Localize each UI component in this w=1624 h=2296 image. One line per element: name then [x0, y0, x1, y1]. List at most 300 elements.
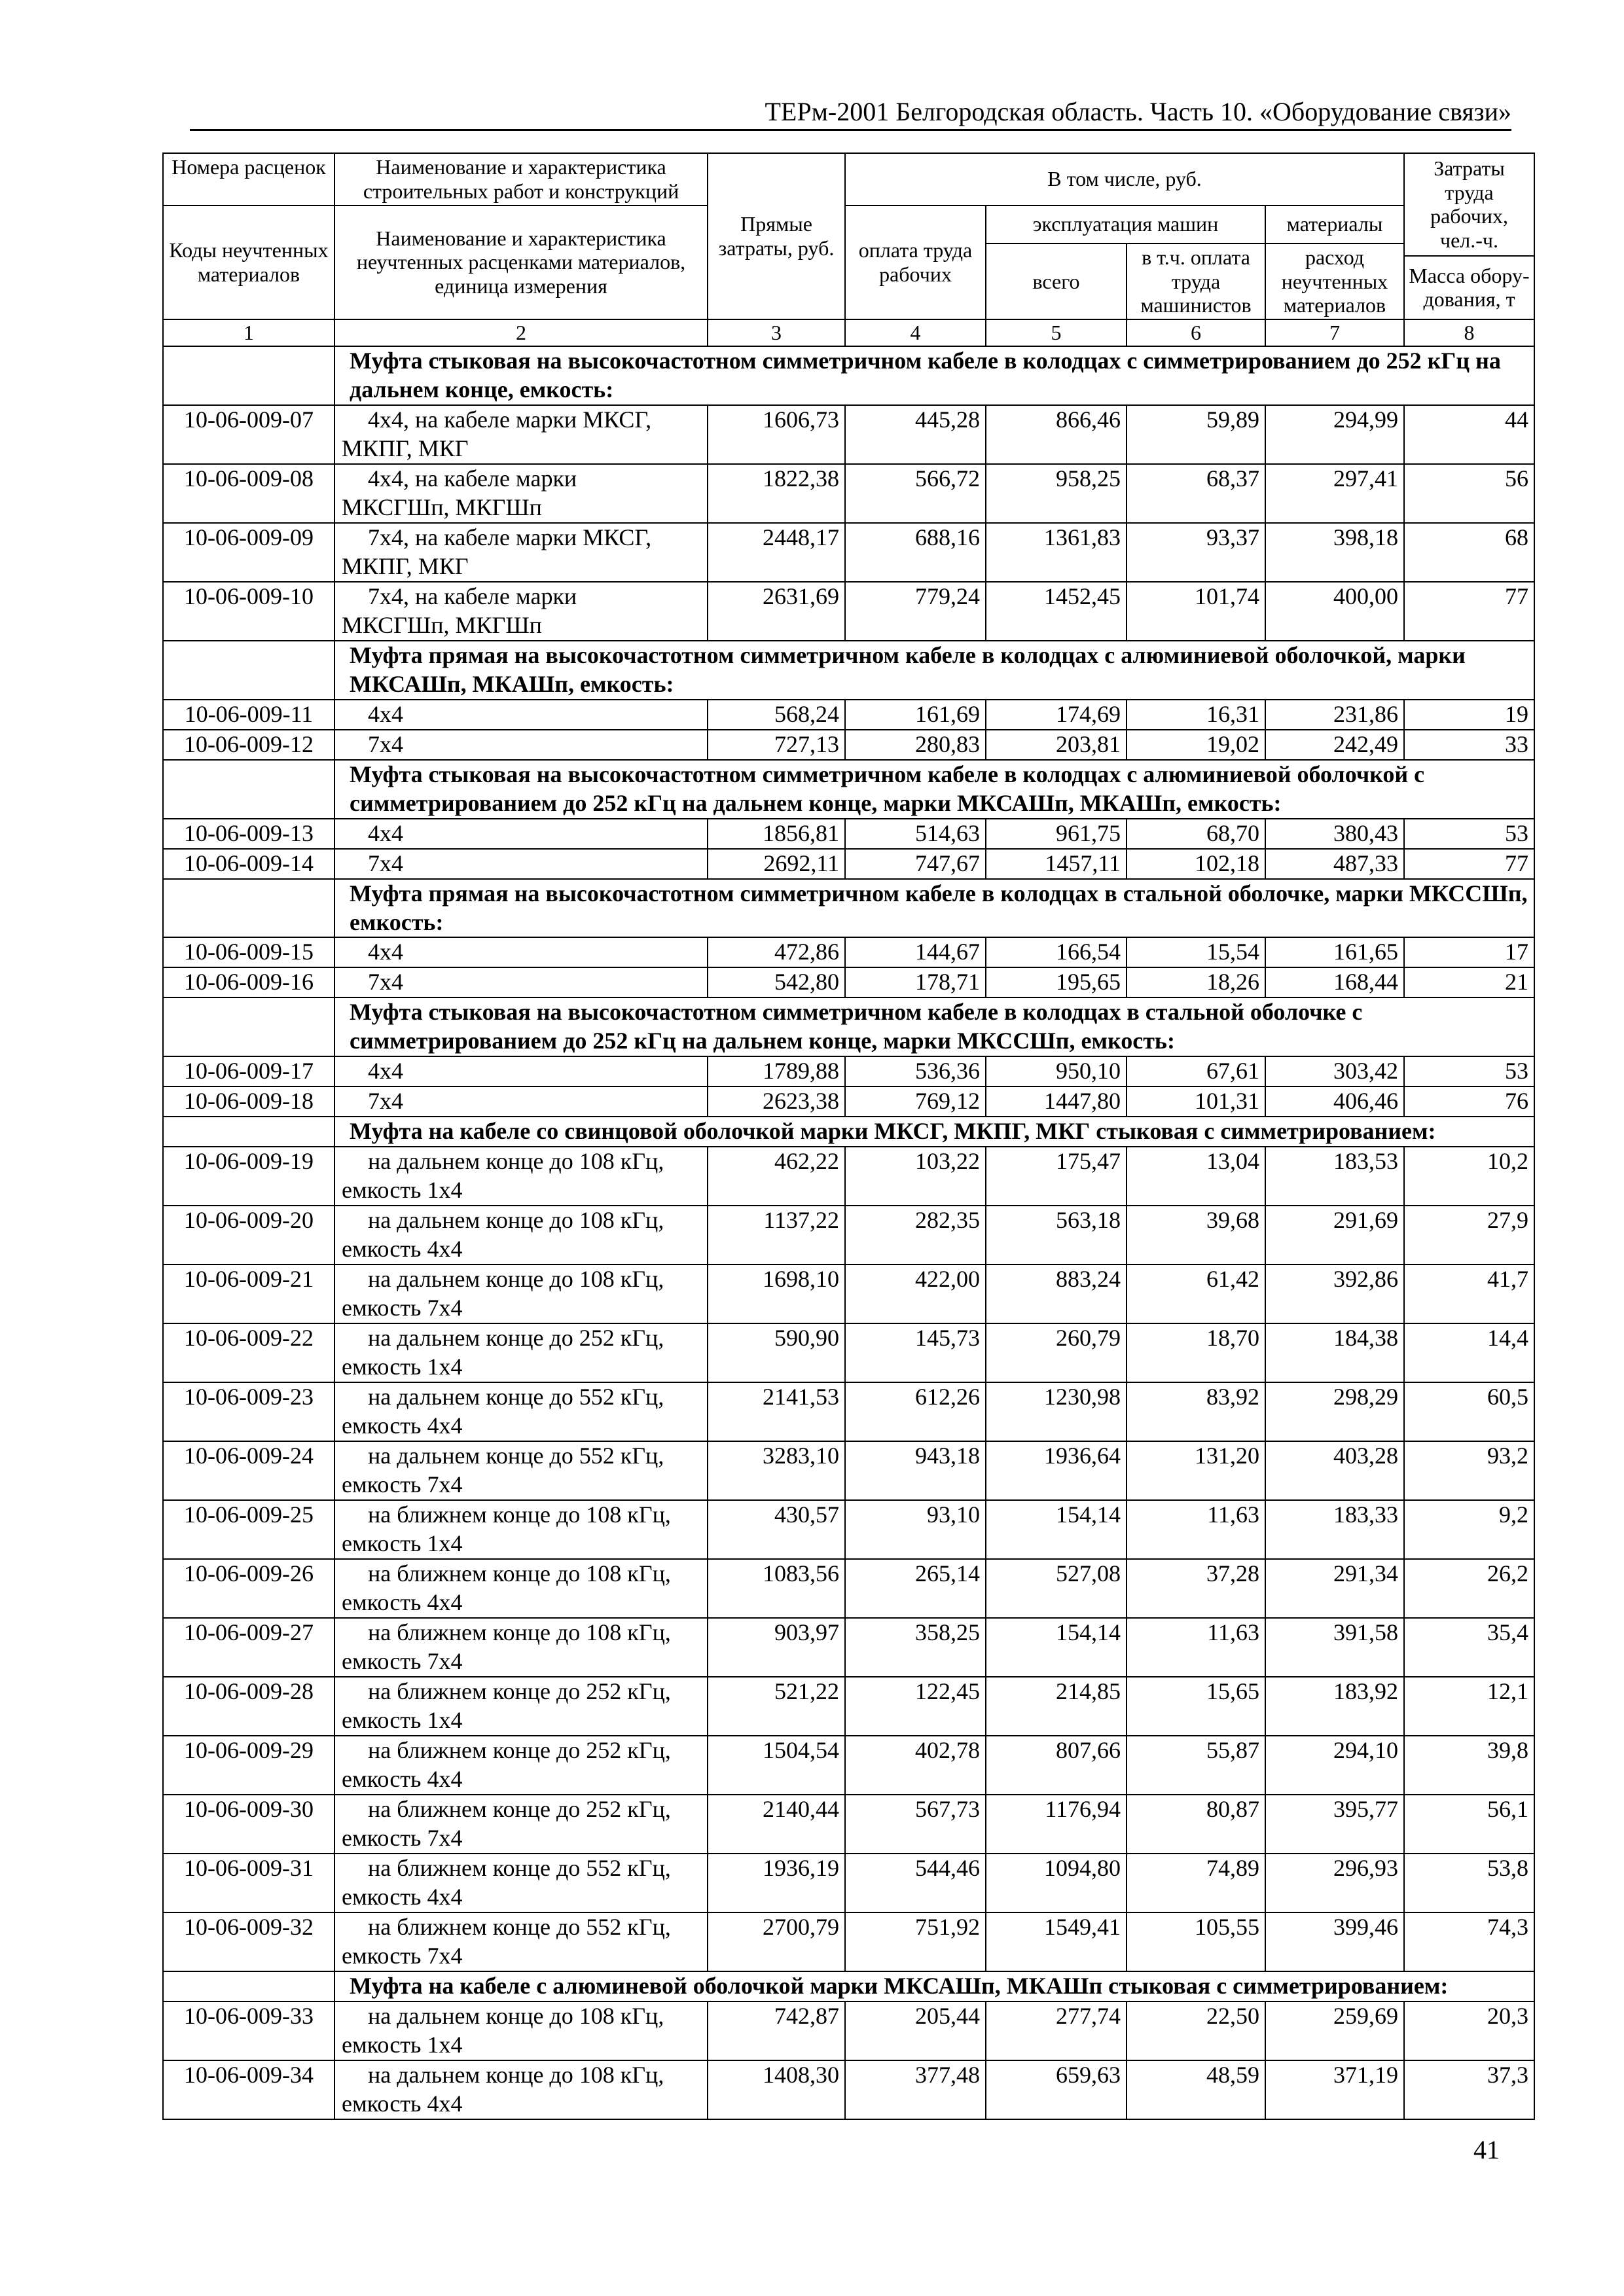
direct-costs: 462,22 [708, 1147, 845, 1206]
labor-hours: 14,4 [1404, 1323, 1534, 1382]
header-materials-consumption: расход неучтенных материалов [1265, 243, 1404, 319]
rate-code: 10-06-009-28 [163, 1677, 334, 1736]
labor-hours: 19 [1404, 700, 1534, 730]
machinists-pay: 101,74 [1127, 582, 1265, 641]
rate-code: 10-06-009-19 [163, 1147, 334, 1206]
machines-total: 166,54 [986, 937, 1127, 967]
labor-hours: 21 [1404, 967, 1534, 997]
work-name-line: на дальнем конце до 108 кГц, [368, 2062, 664, 2089]
section-header-row [163, 997, 1534, 1056]
labor-pay: 747,67 [845, 849, 986, 879]
table-row [163, 1147, 1534, 1206]
rate-code: 10-06-009-22 [163, 1323, 334, 1382]
machinists-pay: 83,92 [1127, 1382, 1265, 1441]
direct-costs: 472,86 [708, 937, 845, 967]
header-direct-costs: Прямые затраты, руб. [708, 153, 845, 319]
materials: 161,65 [1265, 937, 1404, 967]
work-name-line: емкость 1х4 [342, 2031, 463, 2058]
section-spacer [163, 346, 334, 405]
machinists-pay: 55,87 [1127, 1736, 1265, 1795]
section-title: Муфта прямая на высокочастотном симметричном кабеле в колодцах в стальной оболочке, марки МКССШп, емкость: [334, 879, 1534, 938]
section-title: Муфта на кабеле со свинцовой оболочкой марки МКСГ, МКПГ, МКГ стыковая с симметрированием: [334, 1117, 1534, 1147]
rate-code: 10-06-009-21 [163, 1265, 334, 1323]
direct-costs: 590,90 [708, 1323, 845, 1382]
table-row [163, 1265, 1534, 1323]
rate-code: 10-06-009-32 [163, 1912, 334, 1971]
work-name-line: емкость 4х4 [342, 1884, 463, 1910]
machinists-pay: 37,28 [1127, 1559, 1265, 1618]
work-name-line: емкость 4х4 [342, 2090, 463, 2117]
section-header-row [163, 879, 1534, 938]
column-index: 6 [1127, 319, 1265, 346]
work-name [334, 464, 708, 523]
work-name-line: на дальнем конце до 108 кГц, [368, 1207, 664, 1234]
direct-costs: 2692,11 [708, 849, 845, 879]
header-machines-total: всего [986, 243, 1127, 319]
work-name-line: емкость 7х4 [342, 1648, 463, 1675]
work-name-line: емкость 7х4 [342, 1943, 463, 1969]
machines-total: 195,65 [986, 967, 1127, 997]
work-name-line: 7х4, на кабеле марки МКСГ, [368, 524, 652, 551]
work-name-line: на ближнем конце до 252 кГц, [368, 1678, 671, 1705]
machines-total: 961,75 [986, 819, 1127, 849]
machines-total: 527,08 [986, 1559, 1127, 1618]
labor-hours: 60,5 [1404, 1382, 1534, 1441]
table-row [163, 819, 1534, 849]
machines-total: 174,69 [986, 700, 1127, 730]
section-title: Муфта стыковая на высокочастотном симметричном кабеле в колодцах с алюминиевой оболочкой с симметрированием до 252 кГц на дальнем конце, марки МКСАШп, МКАШп, емкость: [334, 760, 1534, 819]
table-row [163, 1618, 1534, 1677]
direct-costs: 1856,81 [708, 819, 845, 849]
table-row [163, 1500, 1534, 1559]
machines-total: 659,63 [986, 2060, 1127, 2119]
machinists-pay: 101,31 [1127, 1086, 1265, 1117]
labor-pay: 103,22 [845, 1147, 986, 1206]
work-name [334, 937, 708, 967]
section-title: Муфта стыковая на высокочастотном симметричном кабеле в колодцах с симметрированием до 252 кГц на дальнем конце, емкость: [334, 346, 1534, 405]
labor-hours: 77 [1404, 582, 1534, 641]
work-name [334, 700, 708, 730]
work-name-line: емкость 1х4 [342, 1354, 463, 1380]
column-index: 3 [708, 319, 845, 346]
rate-code: 10-06-009-09 [163, 523, 334, 582]
work-name-line: 4х4 [368, 1058, 403, 1085]
table-body [163, 346, 1534, 2119]
rate-code: 10-06-009-33 [163, 2001, 334, 2060]
labor-hours: 27,9 [1404, 1206, 1534, 1265]
machines-total: 866,46 [986, 405, 1127, 464]
column-index: 8 [1404, 319, 1534, 346]
labor-pay: 943,18 [845, 1441, 986, 1500]
direct-costs: 1137,22 [708, 1206, 845, 1265]
work-name-line: на ближнем конце до 552 кГц, [368, 1855, 671, 1882]
section-header-row [163, 760, 1534, 819]
rate-code: 10-06-009-25 [163, 1500, 334, 1559]
machines-total: 214,85 [986, 1677, 1127, 1736]
labor-pay: 145,73 [845, 1323, 986, 1382]
machinists-pay: 61,42 [1127, 1265, 1265, 1323]
header-materials: материалы [1265, 206, 1404, 243]
direct-costs: 742,87 [708, 2001, 845, 2060]
column-index: 1 [163, 319, 334, 346]
work-name-line: 7х4 [368, 850, 403, 876]
rate-code: 10-06-009-30 [163, 1795, 334, 1854]
labor-hours: 53 [1404, 819, 1534, 849]
table-row [163, 967, 1534, 997]
table-row [163, 1056, 1534, 1086]
labor-hours: 56 [1404, 464, 1534, 523]
work-name-line: емкость 7х4 [342, 1825, 463, 1852]
rate-code: 10-06-009-16 [163, 967, 334, 997]
header-material-codes: Коды неучтенных материалов [163, 206, 334, 320]
work-name-line: МКПГ, МКГ [342, 552, 469, 579]
rate-code: 10-06-009-34 [163, 2060, 334, 2119]
machinists-pay: 80,87 [1127, 1795, 1265, 1854]
section-spacer [163, 879, 334, 938]
work-name [334, 1736, 708, 1795]
work-name-line: емкость 1х4 [342, 1177, 463, 1204]
labor-pay: 358,25 [845, 1618, 986, 1677]
rate-code: 10-06-009-14 [163, 849, 334, 879]
machinists-pay: 67,61 [1127, 1056, 1265, 1086]
labor-hours: 33 [1404, 730, 1534, 760]
table-row [163, 2001, 1534, 2060]
table-row [163, 1559, 1534, 1618]
machinists-pay: 74,89 [1127, 1854, 1265, 1912]
work-name [334, 1056, 708, 1086]
labor-hours: 39,8 [1404, 1736, 1534, 1795]
rate-code: 10-06-009-17 [163, 1056, 334, 1086]
direct-costs: 2140,44 [708, 1795, 845, 1854]
labor-pay: 144,67 [845, 937, 986, 967]
work-name-line: 4х4, на кабеле марки [368, 465, 577, 492]
machinists-pay: 22,50 [1127, 2001, 1265, 2060]
work-name [334, 1854, 708, 1912]
work-name [334, 730, 708, 760]
work-name-line: 4х4, на кабеле марки МКСГ, [368, 406, 652, 433]
labor-pay: 161,69 [845, 700, 986, 730]
direct-costs: 2700,79 [708, 1912, 845, 1971]
work-name [334, 1912, 708, 1971]
machines-total: 154,14 [986, 1500, 1127, 1559]
direct-costs: 2141,53 [708, 1382, 845, 1441]
table-row [163, 849, 1534, 879]
work-name-line: на дальнем конце до 252 кГц, [368, 1325, 664, 1352]
work-name-line: емкость 1х4 [342, 1530, 463, 1557]
direct-costs: 1789,88 [708, 1056, 845, 1086]
header-rate-numbers: Номера расценок [163, 153, 334, 206]
work-name [334, 1265, 708, 1323]
machinists-pay: 15,65 [1127, 1677, 1265, 1736]
work-name [334, 1795, 708, 1854]
machines-total: 1447,80 [986, 1086, 1127, 1117]
work-name [334, 523, 708, 582]
labor-hours: 53,8 [1404, 1854, 1534, 1912]
labor-hours: 26,2 [1404, 1559, 1534, 1618]
work-name [334, 1147, 708, 1206]
labor-pay: 544,46 [845, 1854, 986, 1912]
labor-pay: 751,92 [845, 1912, 986, 1971]
table-row [163, 1736, 1534, 1795]
direct-costs: 1698,10 [708, 1265, 845, 1323]
labor-pay: 205,44 [845, 2001, 986, 2060]
machines-total: 260,79 [986, 1323, 1127, 1382]
labor-pay: 178,71 [845, 967, 986, 997]
machines-total: 203,81 [986, 730, 1127, 760]
table-row [163, 700, 1534, 730]
machines-total: 1094,80 [986, 1854, 1127, 1912]
machinists-pay: 68,70 [1127, 819, 1265, 849]
materials: 183,92 [1265, 1677, 1404, 1736]
work-name [334, 1441, 708, 1500]
work-name [334, 1323, 708, 1382]
machinists-pay: 18,26 [1127, 967, 1265, 997]
labor-hours: 41,7 [1404, 1265, 1534, 1323]
work-name-line: на ближнем конце до 252 кГц, [368, 1737, 671, 1764]
labor-hours: 53 [1404, 1056, 1534, 1086]
column-index: 7 [1265, 319, 1404, 346]
section-header-row [163, 641, 1534, 700]
rate-code: 10-06-009-23 [163, 1382, 334, 1441]
labor-pay: 688,16 [845, 523, 986, 582]
labor-pay: 282,35 [845, 1206, 986, 1265]
labor-hours: 44 [1404, 405, 1534, 464]
rates-table [162, 152, 1535, 2120]
section-spacer [163, 760, 334, 819]
direct-costs: 1606,73 [708, 405, 845, 464]
machines-total: 1457,11 [986, 849, 1127, 879]
work-name-line: на дальнем конце до 108 кГц, [368, 1148, 664, 1175]
labor-pay: 514,63 [845, 819, 986, 849]
work-name-line: емкость 4х4 [342, 1766, 463, 1793]
materials: 184,38 [1265, 1323, 1404, 1382]
direct-costs: 1083,56 [708, 1559, 845, 1618]
work-name-line: емкость 7х4 [342, 1295, 463, 1321]
machinists-pay: 15,54 [1127, 937, 1265, 967]
rate-code: 10-06-009-15 [163, 937, 334, 967]
labor-hours: 74,3 [1404, 1912, 1534, 1971]
rate-code: 10-06-009-27 [163, 1618, 334, 1677]
machinists-pay: 39,68 [1127, 1206, 1265, 1265]
work-name [334, 1382, 708, 1441]
labor-hours: 10,2 [1404, 1147, 1534, 1206]
header-labor-cost: Затраты труда рабочих, чел.-ч. [1404, 153, 1534, 256]
section-spacer [163, 1971, 334, 2001]
direct-costs: 1936,19 [708, 1854, 845, 1912]
table-row [163, 464, 1534, 523]
labor-pay: 377,48 [845, 2060, 986, 2119]
direct-costs: 568,24 [708, 700, 845, 730]
direct-costs: 727,13 [708, 730, 845, 760]
machines-total: 277,74 [986, 2001, 1127, 2060]
materials: 392,86 [1265, 1265, 1404, 1323]
work-name-line: на ближнем конце до 252 кГц, [368, 1796, 671, 1823]
work-name-line: МКСГШп, МКГШп [342, 493, 542, 520]
machinists-pay: 131,20 [1127, 1441, 1265, 1500]
header-equipment-mass: Масса обору-дования, т [1404, 256, 1534, 320]
materials: 391,58 [1265, 1618, 1404, 1677]
machinists-pay: 19,02 [1127, 730, 1265, 760]
materials: 395,77 [1265, 1795, 1404, 1854]
materials: 406,46 [1265, 1086, 1404, 1117]
work-name [334, 1500, 708, 1559]
table-row [163, 582, 1534, 641]
materials: 403,28 [1265, 1441, 1404, 1500]
labor-pay: 612,26 [845, 1382, 986, 1441]
machines-total: 1176,94 [986, 1795, 1127, 1854]
labor-hours: 76 [1404, 1086, 1534, 1117]
labor-pay: 265,14 [845, 1559, 986, 1618]
labor-pay: 280,83 [845, 730, 986, 760]
work-name-line: на дальнем конце до 108 кГц, [368, 2003, 664, 2030]
machinists-pay: 48,59 [1127, 2060, 1265, 2119]
machines-total: 154,14 [986, 1618, 1127, 1677]
table-row [163, 1795, 1534, 1854]
direct-costs: 2631,69 [708, 582, 845, 641]
table-row [163, 405, 1534, 464]
materials: 298,29 [1265, 1382, 1404, 1441]
materials: 400,00 [1265, 582, 1404, 641]
section-header-row [163, 346, 1534, 405]
work-name-line: на дальнем конце до 552 кГц, [368, 1384, 664, 1410]
machines-total: 1549,41 [986, 1912, 1127, 1971]
work-name-line: 4х4 [368, 819, 403, 846]
page-number: 41 [1473, 2135, 1500, 2164]
labor-pay: 422,00 [845, 1265, 986, 1323]
labor-hours: 68 [1404, 523, 1534, 582]
machines-total: 1361,83 [986, 523, 1127, 582]
machinists-pay: 102,18 [1127, 849, 1265, 879]
table-row [163, 1854, 1534, 1912]
work-name-line: емкость 1х4 [342, 1707, 463, 1734]
materials: 487,33 [1265, 849, 1404, 879]
labor-hours: 9,2 [1404, 1500, 1534, 1559]
work-name [334, 1559, 708, 1618]
materials: 231,86 [1265, 700, 1404, 730]
work-name-line: емкость 7х4 [342, 1471, 463, 1498]
column-index-row [163, 319, 1534, 346]
work-name-line: 7х4 [368, 1088, 403, 1115]
work-name-line: 7х4, на кабеле марки [368, 583, 577, 610]
work-name [334, 819, 708, 849]
direct-costs: 2623,38 [708, 1086, 845, 1117]
work-name [334, 2001, 708, 2060]
materials: 183,53 [1265, 1147, 1404, 1206]
machinists-pay: 11,63 [1127, 1500, 1265, 1559]
rate-code: 10-06-009-11 [163, 700, 334, 730]
work-name-line: МКСГШп, МКГШп [342, 611, 542, 638]
work-name-line: на ближнем конце до 108 кГц, [368, 1619, 671, 1646]
direct-costs: 1408,30 [708, 2060, 845, 2119]
materials: 398,18 [1265, 523, 1404, 582]
rate-code: 10-06-009-07 [163, 405, 334, 464]
rate-code: 10-06-009-20 [163, 1206, 334, 1265]
materials: 294,99 [1265, 405, 1404, 464]
direct-costs: 1822,38 [708, 464, 845, 523]
materials: 291,69 [1265, 1206, 1404, 1265]
machines-total: 807,66 [986, 1736, 1127, 1795]
section-spacer [163, 997, 334, 1056]
machines-total: 563,18 [986, 1206, 1127, 1265]
rate-code: 10-06-009-13 [163, 819, 334, 849]
section-spacer [163, 641, 334, 700]
machinists-pay: 93,37 [1127, 523, 1265, 582]
labor-hours: 12,1 [1404, 1677, 1534, 1736]
table-row [163, 1912, 1534, 1971]
machinists-pay: 59,89 [1127, 405, 1265, 464]
rate-code: 10-06-009-24 [163, 1441, 334, 1500]
machinists-pay: 13,04 [1127, 1147, 1265, 1206]
materials: 297,41 [1265, 464, 1404, 523]
labor-pay: 445,28 [845, 405, 986, 464]
labor-hours: 77 [1404, 849, 1534, 879]
direct-costs: 542,80 [708, 967, 845, 997]
section-title: Муфта на кабеле с алюминевой оболочкой марки МКСАШп, МКАШп стыковая с симметрированием: [334, 1971, 1534, 2001]
machinists-pay: 105,55 [1127, 1912, 1265, 1971]
work-name-line: на ближнем конце до 552 кГц, [368, 1914, 671, 1941]
header-in-total: В том числе, руб. [845, 153, 1404, 206]
labor-pay: 769,12 [845, 1086, 986, 1117]
rate-code: 10-06-009-10 [163, 582, 334, 641]
rate-code: 10-06-009-12 [163, 730, 334, 760]
materials: 303,42 [1265, 1056, 1404, 1086]
column-index: 2 [334, 319, 708, 346]
labor-hours: 20,3 [1404, 2001, 1534, 2060]
header-material-name: Наименование и характеристика неучтенных расценками материалов, единица измерения [334, 206, 708, 320]
table-row [163, 1206, 1534, 1265]
section-title: Муфта прямая на высокочастотном симметричном кабеле в колодцах с алюминиевой оболочкой, марки МКСАШп, МКАШп, емкость: [334, 641, 1534, 700]
work-name [334, 1086, 708, 1117]
column-index: 5 [986, 319, 1127, 346]
table-head [163, 153, 1534, 346]
machines-total: 950,10 [986, 1056, 1127, 1086]
labor-hours: 17 [1404, 937, 1534, 967]
work-name-line: 4х4 [368, 939, 403, 965]
machinists-pay: 68,37 [1127, 464, 1265, 523]
work-name-line: на дальнем конце до 108 кГц, [368, 1266, 664, 1293]
machines-total: 1936,64 [986, 1441, 1127, 1500]
work-name-line: емкость 4х4 [342, 1236, 463, 1263]
direct-costs: 3283,10 [708, 1441, 845, 1500]
work-name-line: 7х4 [368, 730, 403, 757]
materials: 296,93 [1265, 1854, 1404, 1912]
section-header-row [163, 1971, 1534, 2001]
materials: 399,46 [1265, 1912, 1404, 1971]
work-name-line: 7х4 [368, 969, 403, 996]
rate-code: 10-06-009-18 [163, 1086, 334, 1117]
machines-total: 175,47 [986, 1147, 1127, 1206]
labor-pay: 93,10 [845, 1500, 986, 1559]
direct-costs: 903,97 [708, 1618, 845, 1677]
direct-costs: 2448,17 [708, 523, 845, 582]
work-name [334, 1618, 708, 1677]
table-row [163, 1441, 1534, 1500]
rate-code: 10-06-009-26 [163, 1559, 334, 1618]
labor-pay: 779,24 [845, 582, 986, 641]
work-name [334, 2060, 708, 2119]
materials: 259,69 [1265, 2001, 1404, 2060]
section-title: Муфта стыковая на высокочастотном симметричном кабеле в колодцах в стальной оболочке с симметрированием до 252 кГц на дальнем конце, марки МКССШп, емкость: [334, 997, 1534, 1056]
direct-costs: 430,57 [708, 1500, 845, 1559]
materials: 371,19 [1265, 2060, 1404, 2119]
rate-code: 10-06-009-29 [163, 1736, 334, 1795]
header-work-name: Наименование и характеристика строительных работ и конструкций [334, 153, 708, 206]
work-name [334, 405, 708, 464]
column-index: 4 [845, 319, 986, 346]
labor-pay: 402,78 [845, 1736, 986, 1795]
direct-costs: 521,22 [708, 1677, 845, 1736]
labor-pay: 122,45 [845, 1677, 986, 1736]
